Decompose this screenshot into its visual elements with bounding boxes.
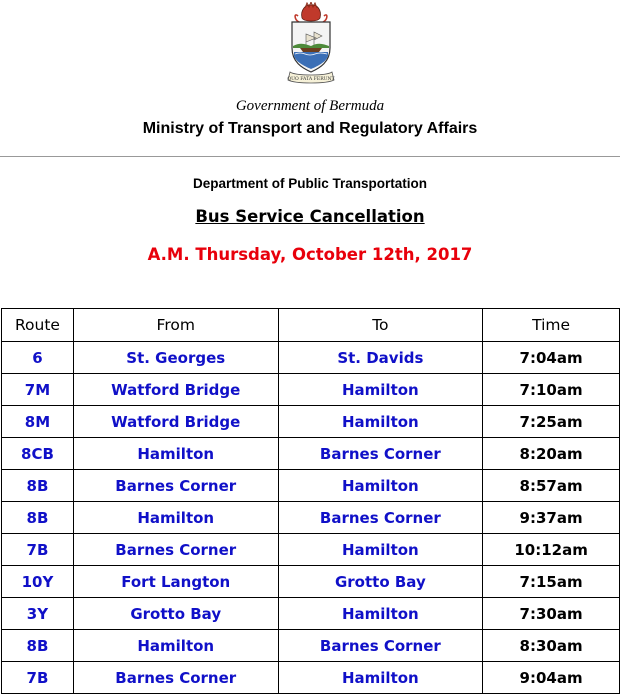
cell-to: Hamilton <box>278 470 483 502</box>
cell-from: St. Georges <box>73 342 278 374</box>
ministry-name: Ministry of Transport and Regulatory Affairs <box>142 120 478 137</box>
cell-from: Hamilton <box>73 630 278 662</box>
cell-time: 8:57am <box>483 470 620 502</box>
cell-to: Barnes Corner <box>278 502 483 534</box>
cell-time: 8:30am <box>483 630 620 662</box>
table-row <box>2 438 620 470</box>
cell-to: Grotto Bay <box>278 566 483 598</box>
cell-time: 10:12am <box>483 534 620 566</box>
cell-to: Barnes Corner <box>278 438 483 470</box>
cell-from: Barnes Corner <box>73 662 278 694</box>
cell-to: St. Davids <box>278 342 483 374</box>
cell-route: 7B <box>2 662 74 694</box>
cell-from: Grotto Bay <box>73 598 278 630</box>
cell-time: 7:30am <box>483 598 620 630</box>
cell-route: 8B <box>2 630 74 662</box>
cell-time: 9:37am <box>483 502 620 534</box>
cell-to: Hamilton <box>278 374 483 406</box>
cell-from: Watford Bridge <box>73 374 278 406</box>
crest-motto: QUO FATA FERUNT <box>287 77 335 82</box>
table-row <box>2 566 620 598</box>
cell-time: 7:04am <box>483 342 620 374</box>
table-row <box>2 406 620 438</box>
notice-date: A.M. Thursday, October 12th, 2017 <box>147 245 473 264</box>
table-header-row <box>2 309 620 342</box>
table-row <box>2 470 620 502</box>
cell-route: 3Y <box>2 598 74 630</box>
cell-time: 9:04am <box>483 662 620 694</box>
cell-to: Barnes Corner <box>278 630 483 662</box>
table-row <box>2 342 620 374</box>
cell-from: Watford Bridge <box>73 406 278 438</box>
cell-to: Hamilton <box>278 662 483 694</box>
header-from: From <box>73 309 278 342</box>
cell-route: 7B <box>2 534 74 566</box>
cancellation-table <box>1 308 620 694</box>
cell-time: 7:10am <box>483 374 620 406</box>
cell-route: 8B <box>2 502 74 534</box>
cell-route: 8CB <box>2 438 74 470</box>
cell-route: 10Y <box>2 566 74 598</box>
cell-time: 7:25am <box>483 406 620 438</box>
table-row <box>2 598 620 630</box>
cell-route: 7M <box>2 374 74 406</box>
cell-route: 6 <box>2 342 74 374</box>
header-divider <box>0 156 620 157</box>
cell-route: 8M <box>2 406 74 438</box>
cell-from: Barnes Corner <box>73 470 278 502</box>
bermuda-coat-of-arms-icon <box>280 2 342 86</box>
table-row <box>2 374 620 406</box>
cell-route: 8B <box>2 470 74 502</box>
cell-to: Hamilton <box>278 406 483 438</box>
cell-from: Hamilton <box>73 438 278 470</box>
table-row <box>2 534 620 566</box>
header-route: Route <box>2 309 74 342</box>
cell-time: 7:15am <box>483 566 620 598</box>
cell-time: 8:20am <box>483 438 620 470</box>
table-row <box>2 502 620 534</box>
cell-from: Barnes Corner <box>73 534 278 566</box>
cell-to: Hamilton <box>278 534 483 566</box>
cell-from: Fort Langton <box>73 566 278 598</box>
government-name: Government of Bermuda <box>235 98 385 114</box>
cell-from: Hamilton <box>73 502 278 534</box>
notice-title: Bus Service Cancellation <box>195 207 425 226</box>
header-time: Time <box>483 309 620 342</box>
table-row <box>2 630 620 662</box>
cell-to: Hamilton <box>278 598 483 630</box>
header-to: To <box>278 309 483 342</box>
department-name: Department of Public Transportation <box>192 176 428 191</box>
table-row <box>2 662 620 694</box>
